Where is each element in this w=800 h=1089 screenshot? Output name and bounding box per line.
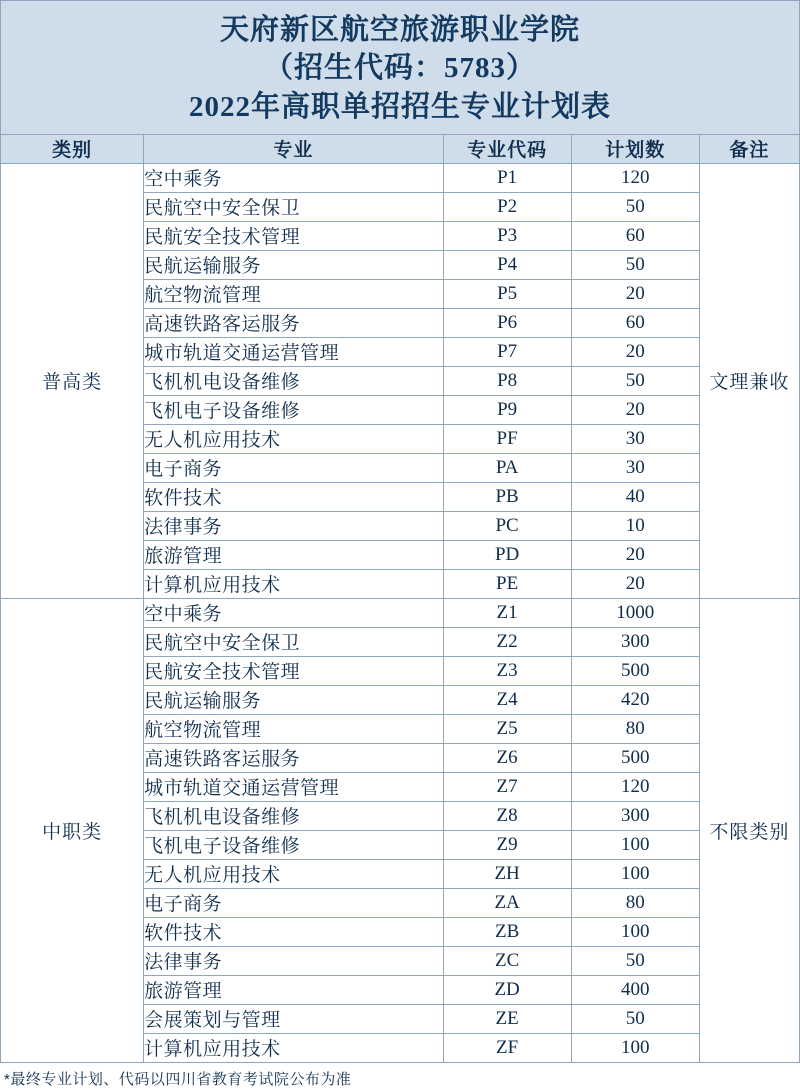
plan-count-cell: 120 (571, 163, 699, 192)
plan-count-cell: 50 (571, 366, 699, 395)
plan-count-cell: 60 (571, 221, 699, 250)
major-name-cell: 飞机机电设备维修 (144, 801, 443, 830)
document-title: 2022年高职单招招生专业计划表 (188, 90, 611, 123)
major-name-cell: 民航运输服务 (144, 685, 443, 714)
major-name-cell: 旅游管理 (144, 540, 443, 569)
major-code-cell: Z3 (443, 656, 571, 685)
major-name-cell: 计算机应用技术 (144, 1033, 443, 1062)
plan-count-cell: 500 (571, 656, 699, 685)
major-code-cell: ZF (443, 1033, 571, 1062)
major-code-cell: PF (443, 424, 571, 453)
major-name-cell: 旅游管理 (144, 975, 443, 1004)
major-name-cell: 计算机应用技术 (144, 569, 443, 598)
table-row (1, 163, 800, 192)
plan-count-cell: 100 (571, 1033, 699, 1062)
major-name-cell: 高速铁路客运服务 (144, 308, 443, 337)
major-name-cell: 民航安全技术管理 (144, 656, 443, 685)
remark-cell: 文理兼收 (699, 163, 799, 598)
plan-count-cell: 60 (571, 308, 699, 337)
major-code-cell: PC (443, 511, 571, 540)
plan-count-cell: 30 (571, 453, 699, 482)
plan-count-cell: 420 (571, 685, 699, 714)
major-code-cell: Z8 (443, 801, 571, 830)
admission-code: （招生代码：5783） (263, 52, 536, 85)
plan-count-cell: 120 (571, 772, 699, 801)
major-code-cell: PB (443, 482, 571, 511)
major-code-cell: P5 (443, 279, 571, 308)
plan-count-cell: 20 (571, 540, 699, 569)
major-code-cell: P6 (443, 308, 571, 337)
major-code-cell: PA (443, 453, 571, 482)
major-name-cell: 电子商务 (144, 453, 443, 482)
plan-count-cell: 30 (571, 424, 699, 453)
column-header-major-code: 专业代码 (443, 134, 571, 163)
plan-count-cell: 50 (571, 946, 699, 975)
category-cell: 普高类 (1, 163, 144, 598)
major-name-cell: 软件技术 (144, 917, 443, 946)
plan-count-cell: 40 (571, 482, 699, 511)
column-header-plan-count: 计划数 (571, 134, 699, 163)
plan-count-cell: 100 (571, 859, 699, 888)
major-name-cell: 民航空中安全保卫 (144, 192, 443, 221)
major-code-cell: P7 (443, 337, 571, 366)
plan-count-cell: 100 (571, 917, 699, 946)
major-code-cell: ZE (443, 1004, 571, 1033)
major-code-cell: P1 (443, 163, 571, 192)
major-code-cell: PE (443, 569, 571, 598)
remark-cell: 不限类别 (699, 598, 799, 1062)
plan-count-cell: 300 (571, 627, 699, 656)
plan-table (0, 134, 800, 1063)
major-name-cell: 会展策划与管理 (144, 1004, 443, 1033)
major-name-cell: 飞机电子设备维修 (144, 395, 443, 424)
plan-count-cell: 1000 (571, 598, 699, 627)
major-name-cell: 软件技术 (144, 482, 443, 511)
plan-count-cell: 400 (571, 975, 699, 1004)
major-name-cell: 航空物流管理 (144, 714, 443, 743)
major-code-cell: Z6 (443, 743, 571, 772)
major-code-cell: Z1 (443, 598, 571, 627)
major-code-cell: ZD (443, 975, 571, 1004)
plan-count-cell: 300 (571, 801, 699, 830)
plan-count-cell: 20 (571, 395, 699, 424)
major-code-cell: Z4 (443, 685, 571, 714)
major-name-cell: 民航安全技术管理 (144, 221, 443, 250)
major-code-cell: Z2 (443, 627, 571, 656)
plan-count-cell: 10 (571, 511, 699, 540)
plan-count-cell: 50 (571, 192, 699, 221)
major-name-cell: 法律事务 (144, 946, 443, 975)
plan-count-cell: 20 (571, 569, 699, 598)
major-name-cell: 法律事务 (144, 511, 443, 540)
major-code-cell: P8 (443, 366, 571, 395)
plan-count-cell: 500 (571, 743, 699, 772)
major-code-cell: P9 (443, 395, 571, 424)
major-name-cell: 无人机应用技术 (144, 424, 443, 453)
major-name-cell: 高速铁路客运服务 (144, 743, 443, 772)
plan-count-cell: 100 (571, 830, 699, 859)
table-body (1, 163, 800, 1062)
plan-count-cell: 80 (571, 714, 699, 743)
major-code-cell: PD (443, 540, 571, 569)
column-header-remark: 备注 (699, 134, 799, 163)
table-header-row (1, 134, 800, 163)
plan-count-cell: 80 (571, 888, 699, 917)
major-name-cell: 城市轨道交通运营管理 (144, 772, 443, 801)
document-header (0, 0, 800, 134)
major-name-cell: 民航运输服务 (144, 250, 443, 279)
major-name-cell: 城市轨道交通运营管理 (144, 337, 443, 366)
major-code-cell: P2 (443, 192, 571, 221)
major-code-cell: ZC (443, 946, 571, 975)
major-name-cell: 航空物流管理 (144, 279, 443, 308)
major-code-cell: Z7 (443, 772, 571, 801)
plan-count-cell: 50 (571, 1004, 699, 1033)
major-code-cell: ZH (443, 859, 571, 888)
major-code-cell: P4 (443, 250, 571, 279)
major-name-cell: 空中乘务 (144, 598, 443, 627)
category-cell: 中职类 (1, 598, 144, 1062)
major-name-cell: 飞机电子设备维修 (144, 830, 443, 859)
major-name-cell: 空中乘务 (144, 163, 443, 192)
column-header-category: 类别 (1, 134, 144, 163)
major-name-cell: 民航空中安全保卫 (144, 627, 443, 656)
major-code-cell: P3 (443, 221, 571, 250)
major-code-cell: ZB (443, 917, 571, 946)
major-name-cell: 飞机机电设备维修 (144, 366, 443, 395)
plan-count-cell: 50 (571, 250, 699, 279)
major-code-cell: Z5 (443, 714, 571, 743)
plan-count-cell: 20 (571, 337, 699, 366)
footnote: *最终专业计划、代码以四川省教育考试院公布为准 (4, 1070, 352, 1088)
table-row (1, 598, 800, 627)
major-code-cell: Z9 (443, 830, 571, 859)
plan-count-cell: 20 (571, 279, 699, 308)
major-code-cell: ZA (443, 888, 571, 917)
major-name-cell: 无人机应用技术 (144, 859, 443, 888)
school-name: 天府新区航空旅游职业学院 (219, 14, 580, 46)
column-header-major: 专业 (144, 134, 443, 163)
major-name-cell: 电子商务 (144, 888, 443, 917)
